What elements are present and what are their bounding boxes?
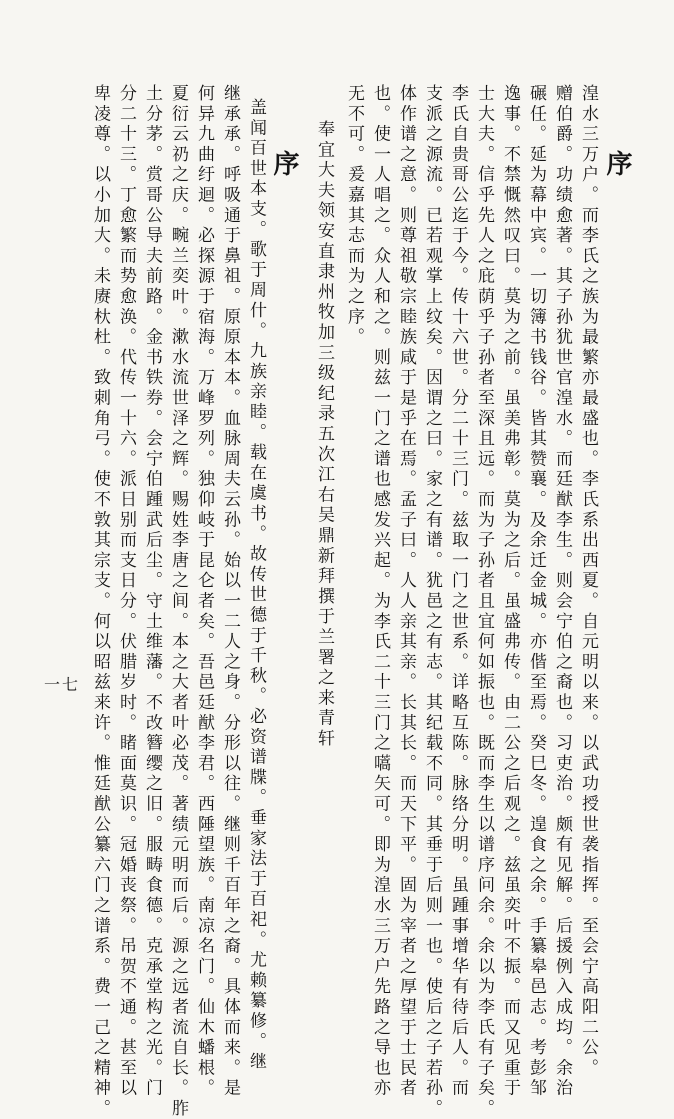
preface-a-heading: 序 [602, 150, 632, 176]
preface-a-column-8: 体作谱之意。则尊祖敬宗睦族咸于是乎在焉。孟子曰。人人亲其亲。长其长。而天下平。固为宰者之厚望于士民者 [396, 84, 416, 1099]
preface-a-column-7: 支派之源流。已若观掌上纹矣。因谓之曰。家之有谱。犹邑之有志。其纪载不同。其垂于后则一也。使后之子若孙。 [422, 84, 442, 1119]
preface-b-heading: 序 [269, 150, 299, 176]
preface-a-column-5: 士大夫。信乎先人之庇荫乎子孙者至深且远。而为子孙者且宜何如振也。既而李生以谱序问余。余以为李氏有子矣。 [474, 84, 494, 1119]
preface-a-column-9: 也。使一人唱之。众人和之。则兹一门之谱也感发兴起。为李氏二十三门之嚆矢可。即为湟水三万户先路之导也亦 [370, 84, 390, 1099]
preface-a-column-6: 李氏自贵哥公迄于今。传十六世。分二十三门。兹取一门之世系。详略互陈。脉络分明。虽踵事增华有待后人。而 [448, 84, 468, 1099]
preface-b-column-3: 何异九曲纡迴。必探源于宿海。万峰罗列。独仰岐于昆仑者矣。吾邑廷猷李君。西陲望族。南凉名门。仙木蟠根。 [194, 84, 214, 1099]
preface-b-column-1: 盖闻百世本支。歌于周什。九族亲睦。载在虞书。故传世德于千秋。必资谱牒。垂家法于百祀。尤赖纂修。继 [246, 98, 266, 1073]
preface-a-signature: 奉宜大夫领安直隶州牧加三级纪录五次江右吴鼎新拜撰于兰署之来青轩 [314, 120, 334, 750]
preface-a-column-1: 湟水三万户。而李氏之族为最繁亦最盛也。李氏系出西夏。自元明以来。以武功授世袭指挥。至会宁高阳二公。 [578, 84, 598, 1079]
page-number: 一七 [44, 675, 81, 694]
preface-b-column-7: 卑凌尊。以小加大。未赓杕杜。致刺角弓。使不敦其宗支。何以昭兹来许。惟廷猷公纂六门之谱系。费一己之精神。 [90, 84, 110, 1119]
preface-a-column-2: 赠伯爵。功绩愈著。其子孙犹世官湟水。而廷猷李生。则会宁伯之裔也。习吏治。颇有见解。后援例入成均。余治 [552, 84, 572, 1099]
preface-b-column-4: 夏衍云礽之庆。畹兰奕叶。漱水流世泽之辉。赐姓李唐之间。本之大者叶必茂。著绩元明而后。源之远者流自长。胙 [168, 84, 188, 1119]
preface-b-column-5: 土分茅。赏哥公导夫前路。金书铁券。会宁伯踵武后尘。守土维藩。不改簪缨之旧。服畴食德。克承堂构之光。门 [142, 84, 162, 1099]
preface-b-column-6: 分二十三。丁愈繁而势愈涣。代传一十六。派日别而支日分。伏腊岁时。睹面莫识。冠婚丧祭。吊贺不通。甚至以 [116, 84, 136, 1099]
preface-a-column-10: 无不可。爰嘉其志而为之序。 [344, 84, 364, 348]
preface-a-column-3: 碾任。延为幕中宾。一切簿书钱谷。皆其赞襄。及余迁金城。亦偕至焉。癸巳冬。遑食之余。手纂皋邑志。考彭邹 [526, 84, 546, 1099]
preface-b-column-2: 继承承。呼吸通于鼻祖。原原本本。血脉周夫云孙。始以一二人之身。分形以往。继则千百年之裔。具体而来。是 [220, 84, 240, 1099]
preface-a-column-4: 逸事。不禁慨然叹曰。莫为之前。虽美弗彰。莫为之后。虽盛弗传。由二公之后观之。兹虽奕叶不振。而又见重于 [500, 84, 520, 1099]
